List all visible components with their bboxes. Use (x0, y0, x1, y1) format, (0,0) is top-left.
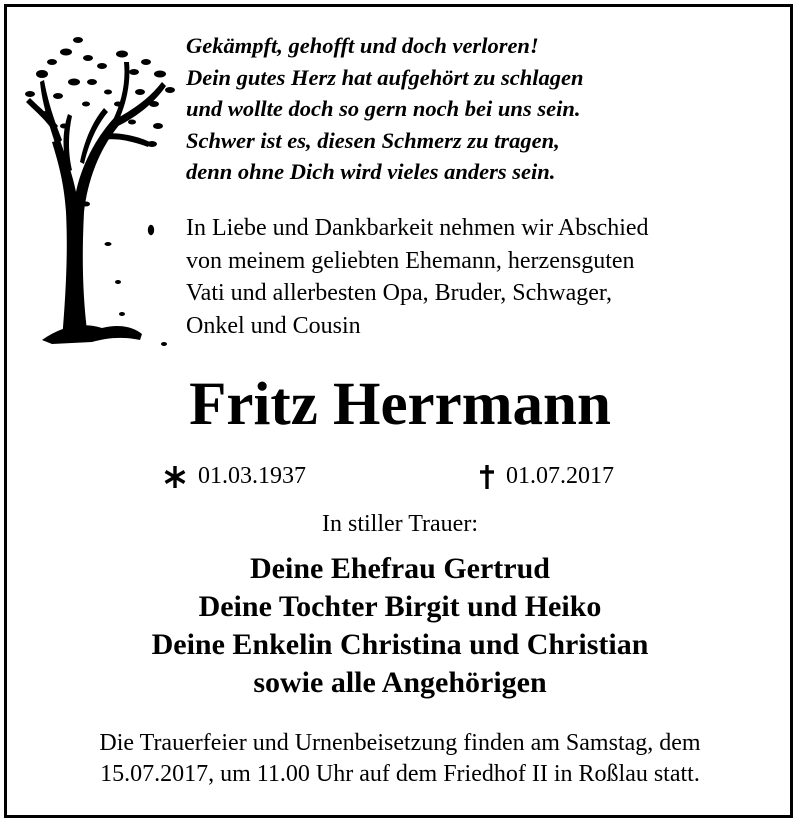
leaf-icon (146, 224, 156, 236)
poem-line: Schwer ist es, diesen Schmerz zu tragen, (186, 127, 560, 153)
service-line: 15.07.2017, um 11.00 Uhr auf dem Friedhof II in Roßlau statt. (100, 761, 700, 787)
mourners-list (0, 550, 800, 702)
tree-illustration (22, 22, 182, 352)
death-date: 01.07.2017 (506, 463, 614, 489)
birth-date-row (162, 460, 306, 492)
farewell-line: Vati und allerbesten Opa, Bruder, Schwager, (186, 280, 612, 306)
poem (186, 30, 584, 188)
farewell-line: von meinem geliebten Ehemann, herzensguten (186, 247, 635, 274)
service-info (0, 728, 800, 790)
mourner-line: sowie alle Angehörigen (253, 666, 547, 699)
poem-line: und wollte doch so gern noch bei uns sein. (186, 96, 581, 122)
death-date-row (478, 460, 614, 492)
birth-date: 01.03.1937 (198, 463, 306, 489)
poem-line: denn ohne Dich wird vieles anders sein. (186, 159, 556, 185)
farewell-line: In Liebe und Dankbarkeit nehmen wir Abschied (186, 215, 649, 241)
mourner-line: Deine Enkelin Christina und Christian (151, 628, 649, 661)
mourner-line: Deine Tochter Birgit und Heiko (198, 590, 602, 623)
asterisk-icon (162, 464, 188, 490)
farewell-text (186, 212, 649, 342)
deceased-name: Fritz Herrmann (189, 371, 611, 438)
poem-line: Gekämpft, gehofft und doch verloren! (186, 33, 539, 58)
mourning-heading: In stiller Trauer: (322, 511, 478, 537)
poem-line: Dein gutes Herz hat aufgehört zu schlagen (186, 64, 584, 90)
mourner-line: Deine Ehefrau Gertrud (250, 552, 550, 585)
service-line: Die Trauerfeier und Urnenbeisetzung finden am Samstag, dem (99, 730, 701, 756)
cross-icon (478, 464, 496, 490)
farewell-line: Onkel und Cousin (186, 312, 361, 339)
